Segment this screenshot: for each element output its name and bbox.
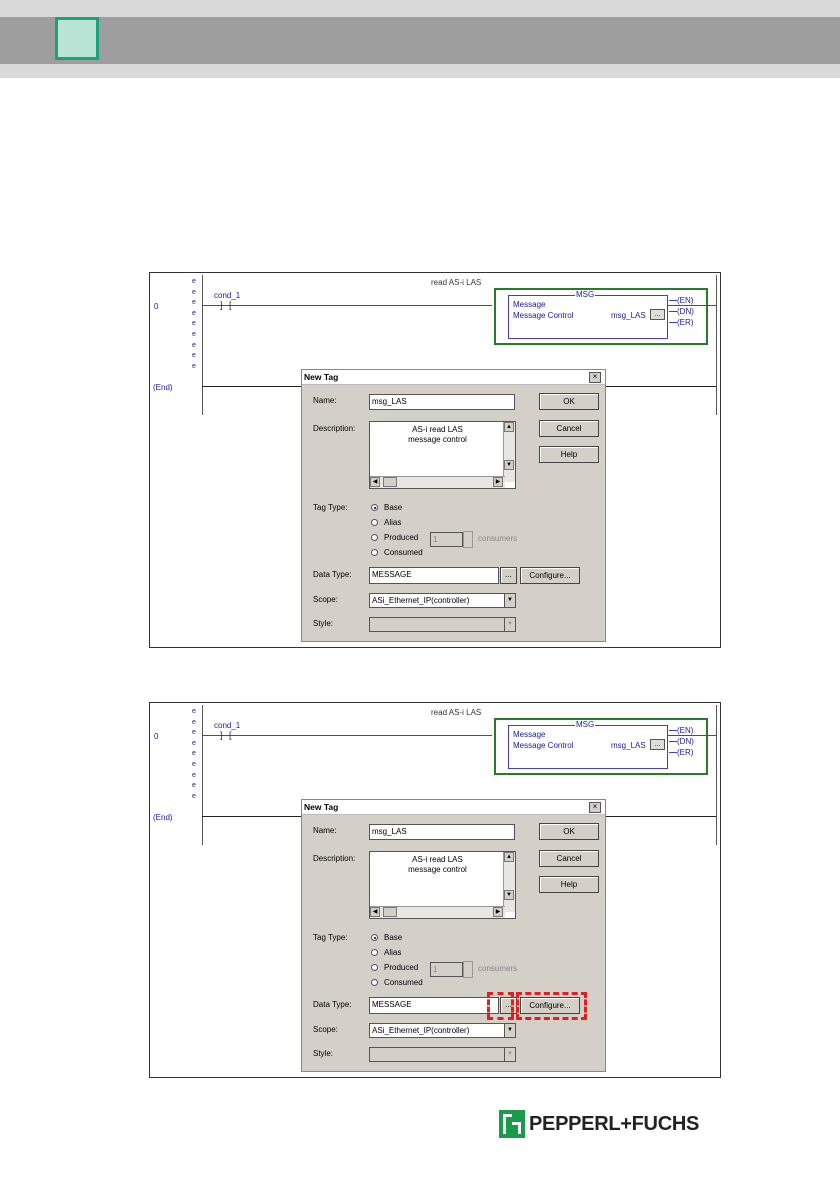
msg-control-value[interactable]: msg_LAS <box>611 311 646 320</box>
radio-base[interactable] <box>371 504 378 511</box>
chevron-down-icon[interactable]: ▼ <box>504 1024 515 1037</box>
chapter-marker <box>55 17 99 60</box>
scroll-down-icon[interactable]: ▼ <box>504 460 514 470</box>
edit-marker: e <box>192 729 196 737</box>
edit-marker: e <box>192 320 196 328</box>
style-select[interactable] <box>369 617 516 632</box>
highlight-configure-button <box>516 992 587 1020</box>
edit-marker: e <box>192 341 196 349</box>
data-type-label: Data Type: <box>313 1000 352 1009</box>
data-type-browse-button[interactable]: ... <box>500 567 517 584</box>
scope-value: ASi_Ethernet_IP(controller) <box>372 1026 470 1035</box>
configure-button[interactable]: Configure... <box>520 567 580 584</box>
description-label: Description: <box>313 854 356 863</box>
contact-tag[interactable]: cond_1 <box>214 721 241 730</box>
name-field[interactable]: msg_LAS <box>369 394 515 410</box>
brand-name: PEPPERL+FUCHS <box>529 1113 700 1135</box>
radio-produced-label: Produced <box>384 963 419 972</box>
scope-select[interactable] <box>369 1023 516 1038</box>
edit-marker: e <box>192 352 196 360</box>
close-icon[interactable]: × <box>589 802 601 813</box>
scroll-left-icon[interactable]: ◀ <box>370 907 380 917</box>
description-line-2: message control <box>408 865 467 874</box>
msg-operand-control: Message Control <box>513 311 574 320</box>
scroll-up-icon[interactable]: ▲ <box>504 852 514 862</box>
msg-operand-message: Message <box>513 730 546 739</box>
radio-alias[interactable] <box>371 519 378 526</box>
radio-consumed-label: Consumed <box>384 548 423 557</box>
output-en: (EN) <box>669 296 693 305</box>
left-power-rail <box>202 705 203 845</box>
dialog-title: New Tag <box>304 802 339 812</box>
name-label: Name: <box>313 826 337 835</box>
radio-base[interactable] <box>371 934 378 941</box>
consumers-field[interactable]: 1 <box>430 962 463 977</box>
edit-marker: e <box>192 739 196 747</box>
ok-button[interactable]: OK <box>539 823 599 840</box>
description-field[interactable] <box>369 421 516 489</box>
configure-button[interactable]: Configure... <box>520 997 580 1014</box>
consumers-label: consumers <box>478 534 518 543</box>
tag-type-label: Tag Type: <box>313 503 348 512</box>
edit-marker: e <box>192 362 196 370</box>
chevron-down-icon[interactable]: ▼ <box>504 1048 515 1061</box>
left-power-rail <box>202 275 203 415</box>
msg-browse-button[interactable]: ... <box>650 309 665 320</box>
brand-mark-icon <box>499 1110 525 1138</box>
msg-browse-button[interactable]: ... <box>650 739 665 750</box>
rung-wire <box>202 735 492 736</box>
edit-marker: e <box>192 782 196 790</box>
radio-alias[interactable] <box>371 949 378 956</box>
scroll-thumb[interactable] <box>383 907 397 917</box>
consumers-label: consumers <box>478 964 518 973</box>
output-er: (ER) <box>669 748 693 757</box>
dialog-titlebar[interactable] <box>302 800 605 815</box>
consumers-spinner[interactable] <box>463 531 473 548</box>
msg-control-value[interactable]: msg_LAS <box>611 741 646 750</box>
edit-marker: e <box>192 708 196 715</box>
contact-tag[interactable]: cond_1 <box>214 291 241 300</box>
edit-marker: e <box>192 771 196 779</box>
chevron-down-icon[interactable]: ▼ <box>504 618 515 631</box>
description-line-1: AS-i read LAS <box>412 425 463 434</box>
rung-number: 0 <box>154 302 159 311</box>
dialog-title: New Tag <box>304 372 339 382</box>
edit-marker: e <box>192 718 196 726</box>
radio-produced[interactable] <box>371 964 378 971</box>
description-hscroll[interactable] <box>370 476 505 488</box>
data-type-field[interactable]: MESSAGE <box>369 997 499 1014</box>
ladder-screenshot-1 <box>149 272 721 648</box>
rung-comment: read AS-i LAS <box>431 278 482 287</box>
xic-contact-icon[interactable]: ] [ <box>220 300 234 310</box>
radio-consumed-label: Consumed <box>384 978 423 987</box>
tag-type-label: Tag Type: <box>313 933 348 942</box>
scroll-right-icon[interactable]: ▶ <box>493 477 503 487</box>
edit-markers <box>192 707 198 802</box>
right-power-rail <box>716 275 717 415</box>
ladder-screenshot-2 <box>149 702 721 1078</box>
edit-marker: e <box>192 750 196 758</box>
rung-wire <box>202 305 492 306</box>
scroll-left-icon[interactable]: ◀ <box>370 477 380 487</box>
style-select[interactable] <box>369 1047 516 1062</box>
ok-button[interactable]: OK <box>539 393 599 410</box>
edit-marker: e <box>192 760 196 768</box>
radio-alias-label: Alias <box>384 518 402 527</box>
msg-operand-message: Message <box>513 300 546 309</box>
output-er: (ER) <box>669 318 693 327</box>
edit-marker: e <box>192 288 196 296</box>
radio-consumed[interactable] <box>371 549 378 556</box>
description-hscroll[interactable] <box>370 906 505 918</box>
radio-produced-label: Produced <box>384 533 419 542</box>
new-tag-dialog <box>301 369 606 642</box>
output-dn: (DN) <box>669 307 694 316</box>
scroll-right-icon[interactable]: ▶ <box>493 907 503 917</box>
radio-base-label: Base <box>384 933 403 942</box>
end-rung-label: (End) <box>153 813 173 822</box>
edit-marker: e <box>192 792 196 800</box>
description-field[interactable] <box>369 851 516 919</box>
data-type-browse-button[interactable]: ... <box>500 997 517 1014</box>
header-band <box>0 17 840 64</box>
radio-consumed[interactable] <box>371 979 378 986</box>
consumers-field[interactable]: 1 <box>430 532 463 547</box>
data-type-field[interactable]: MESSAGE <box>369 567 499 584</box>
output-en: (EN) <box>669 726 693 735</box>
msg-title: MSG <box>576 720 595 729</box>
style-label: Style: <box>313 619 334 628</box>
right-power-rail <box>716 705 717 845</box>
style-label: Style: <box>313 1049 334 1058</box>
rung-number: 0 <box>154 732 159 741</box>
name-field[interactable]: msg_LAS <box>369 824 515 840</box>
scope-label: Scope: <box>313 595 338 604</box>
scope-label: Scope: <box>313 1025 338 1034</box>
edit-marker: e <box>192 309 196 317</box>
xic-contact-icon[interactable]: ] [ <box>220 730 234 740</box>
msg-operand-control: Message Control <box>513 741 574 750</box>
edit-markers <box>192 277 198 372</box>
chevron-down-icon[interactable]: ▼ <box>504 594 515 607</box>
data-type-label: Data Type: <box>313 570 352 579</box>
highlight-browse-button <box>487 992 514 1020</box>
new-tag-dialog <box>301 799 606 1072</box>
cancel-button[interactable]: Cancel <box>539 850 599 867</box>
end-rung-label: (End) <box>153 383 173 392</box>
description-vscroll[interactable] <box>503 852 515 912</box>
help-button[interactable]: Help <box>539 876 599 893</box>
description-vscroll[interactable] <box>503 422 515 482</box>
edit-marker: e <box>192 278 196 285</box>
scope-value: ASi_Ethernet_IP(controller) <box>372 596 470 605</box>
edit-marker: e <box>192 299 196 307</box>
close-icon[interactable]: × <box>589 372 601 383</box>
radio-produced[interactable] <box>371 534 378 541</box>
description-line-2: message control <box>408 435 467 444</box>
header-strip-top <box>0 0 840 17</box>
radio-alias-label: Alias <box>384 948 402 957</box>
radio-base-label: Base <box>384 503 403 512</box>
scope-select[interactable] <box>369 593 516 608</box>
header-strip-bottom <box>0 64 840 78</box>
cancel-button[interactable]: Cancel <box>539 420 599 437</box>
dialog-titlebar[interactable] <box>302 370 605 385</box>
scroll-down-icon[interactable]: ▼ <box>504 890 514 900</box>
help-button[interactable]: Help <box>539 446 599 463</box>
rung-comment: read AS-i LAS <box>431 708 482 717</box>
description-label: Description: <box>313 424 356 433</box>
consumers-spinner[interactable] <box>463 961 473 978</box>
description-line-1: AS-i read LAS <box>412 855 463 864</box>
output-dn: (DN) <box>669 737 694 746</box>
scroll-up-icon[interactable]: ▲ <box>504 422 514 432</box>
name-label: Name: <box>313 396 337 405</box>
scroll-thumb[interactable] <box>383 477 397 487</box>
msg-title: MSG <box>576 290 595 299</box>
edit-marker: e <box>192 330 196 338</box>
